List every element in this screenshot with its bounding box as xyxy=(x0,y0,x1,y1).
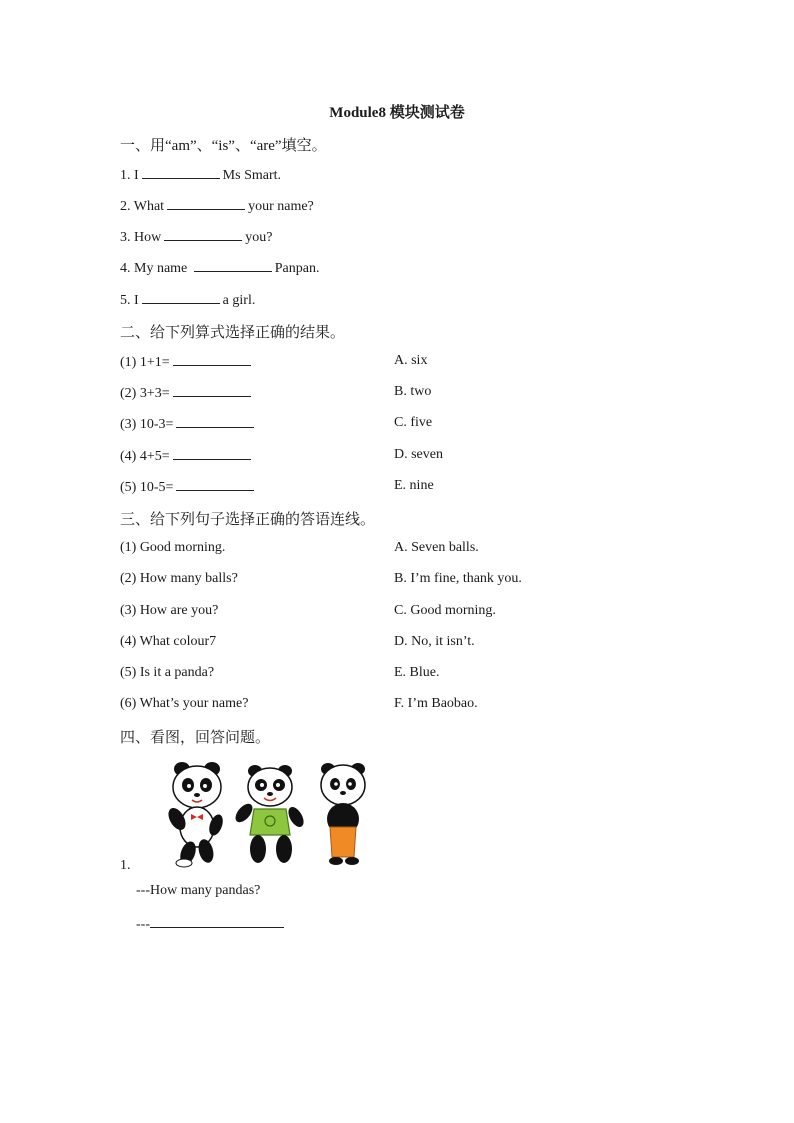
s2-question-2 xyxy=(120,384,254,402)
s4-answer-blank[interactable] xyxy=(150,915,284,928)
panda-3-image xyxy=(321,763,365,865)
s2-blank-4[interactable] xyxy=(173,447,251,460)
s2-question-1 xyxy=(120,353,254,371)
s3-question-6: (6) What’s your name? xyxy=(120,696,249,711)
s3-answer-1: A. Seven balls. xyxy=(394,540,479,555)
s1-item-3 xyxy=(120,228,272,246)
section4-heading: 四、看图，回答问题。 xyxy=(120,730,271,746)
s3-question-3: (3) How are you? xyxy=(120,603,219,618)
s3-question-4: (4) What colour7 xyxy=(120,634,217,649)
s2-question-1-text: (1) 1+1= xyxy=(120,355,170,370)
s3-answer-5: E. Blue. xyxy=(394,665,440,680)
s3-answer-3: C. Good morning. xyxy=(394,603,496,618)
s1-item-1-pre: 1. I xyxy=(120,168,139,183)
s1-blank-4[interactable] xyxy=(194,259,272,272)
s2-question-2-text: (2) 3+3= xyxy=(120,386,170,401)
s2-blank-1[interactable] xyxy=(173,353,251,366)
s3-question-1: (1) Good morning. xyxy=(120,540,226,555)
s3-answer-2: B. I’m fine, thank you. xyxy=(394,571,522,586)
s3-question-2: (2) How many balls? xyxy=(120,571,238,586)
s3-question-5: (5) Is it a panda? xyxy=(120,665,215,680)
section2-heading: 二、给下列算式选择正确的结果。 xyxy=(120,325,346,341)
s4-question-number: 1. xyxy=(120,858,131,873)
s1-item-4-post: Panpan. xyxy=(274,261,320,276)
s2-blank-3[interactable] xyxy=(176,415,254,428)
s4-question: ---How many pandas? xyxy=(136,883,261,898)
s2-question-3-text: (3) 10-3= xyxy=(120,417,174,432)
panda-1-image xyxy=(165,762,225,867)
panda-2-image xyxy=(232,765,306,863)
s1-item-1 xyxy=(120,166,281,184)
section3-heading: 三、给下列句子选择正确的答语连线。 xyxy=(120,512,376,528)
s1-blank-5[interactable] xyxy=(142,291,220,304)
s2-answer-4: D. seven xyxy=(394,447,443,462)
s2-question-4 xyxy=(120,447,254,465)
s2-answer-5: E. nine xyxy=(394,478,434,493)
s2-answer-2: B. two xyxy=(394,384,432,399)
s1-item-2-pre: 2. What xyxy=(120,199,165,214)
s2-question-3 xyxy=(120,415,257,433)
s2-question-5-text: (5) 10-5= xyxy=(120,480,174,495)
s2-answer-3: C. five xyxy=(394,415,433,430)
s1-item-2-post: your name? xyxy=(248,199,314,214)
s1-blank-3[interactable] xyxy=(164,228,242,241)
s2-blank-2[interactable] xyxy=(173,384,251,397)
s1-item-3-pre: 3. How xyxy=(120,230,162,245)
page-title: Module8 模块测试卷 xyxy=(329,105,465,121)
s2-question-4-text: (4) 4+5= xyxy=(120,449,170,464)
s1-item-1-post: Ms Smart. xyxy=(222,168,282,183)
s2-blank-5[interactable] xyxy=(176,478,254,491)
s3-answer-4: D. No, it isn’t. xyxy=(394,634,475,649)
s3-answer-6: F. I’m Baobao. xyxy=(394,696,478,711)
s1-blank-2[interactable] xyxy=(167,197,245,210)
three-pandas-illustration xyxy=(160,757,375,869)
s4-answer-line xyxy=(136,915,287,933)
s1-item-2 xyxy=(120,197,314,215)
section1-heading: 一、用“am”、“is”、“are”填空。 xyxy=(120,138,327,154)
s1-item-5 xyxy=(120,291,255,309)
s1-item-4-pre: 4. My name xyxy=(120,261,188,276)
s2-question-5 xyxy=(120,478,257,496)
s1-blank-1[interactable] xyxy=(142,166,220,179)
s1-item-5-pre: 5. I xyxy=(120,293,139,308)
s1-item-5-post: a girl. xyxy=(222,293,256,308)
s4-answer-prefix: --- xyxy=(136,917,150,932)
s2-answer-1: A. six xyxy=(394,353,428,368)
s1-item-4 xyxy=(120,259,319,277)
s1-item-3-post: you? xyxy=(245,230,273,245)
